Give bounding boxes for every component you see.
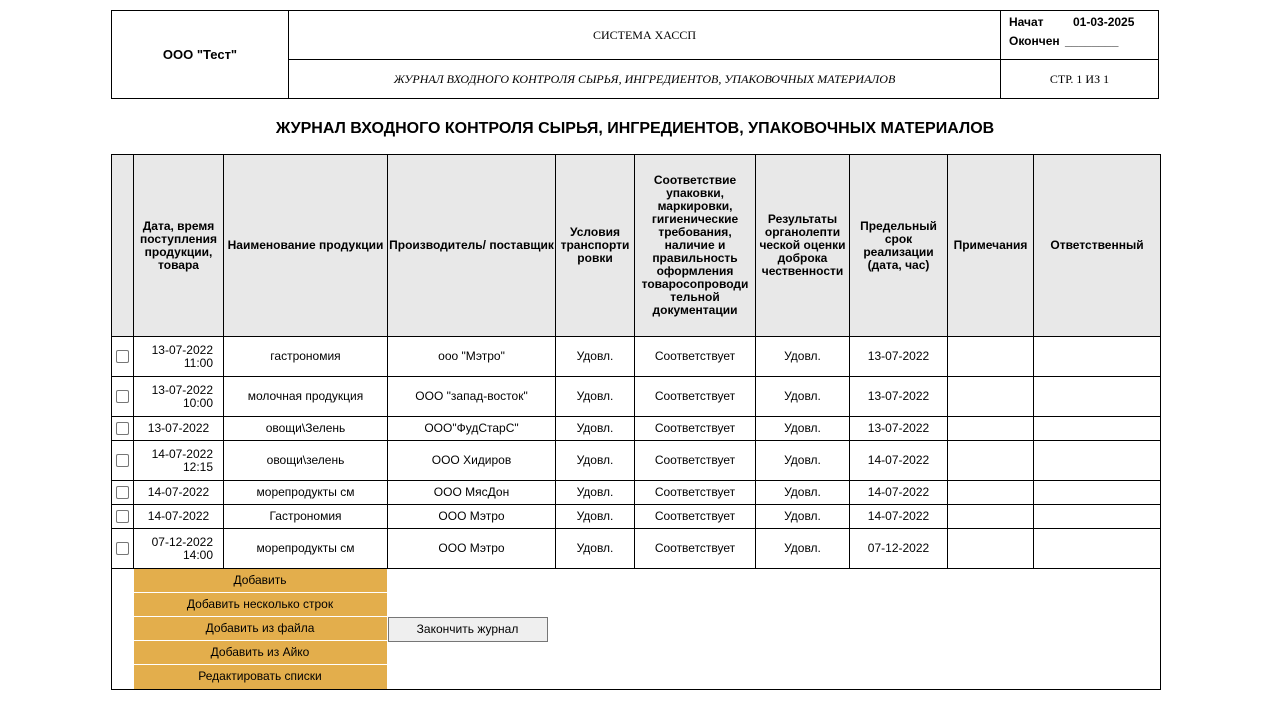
cell-compliance[interactable]: Соответствует — [635, 417, 756, 441]
table-row[interactable] — [112, 481, 1161, 505]
cell-product[interactable]: гастрономия — [224, 337, 388, 377]
end-date: ________ — [1065, 34, 1119, 48]
finish-area — [388, 569, 1161, 690]
table-row[interactable] — [112, 441, 1161, 481]
row-select-cell — [112, 481, 134, 505]
cell-organoleptic[interactable]: Удовл. — [756, 505, 850, 529]
cell-expiry[interactable]: 14-07-2022 — [850, 441, 948, 481]
row-checkbox[interactable] — [116, 454, 129, 467]
cell-supplier[interactable]: ООО Мэтро — [388, 529, 556, 569]
cell-transport[interactable]: Удовл. — [556, 337, 635, 377]
cell-responsible[interactable] — [1034, 377, 1161, 417]
cell-transport[interactable]: Удовл. — [556, 481, 635, 505]
cell-transport[interactable]: Удовл. — [556, 377, 635, 417]
cell-expiry[interactable]: 13-07-2022 — [850, 417, 948, 441]
cell-compliance[interactable]: Соответствует — [635, 337, 756, 377]
cell-compliance[interactable]: Соответствует — [635, 505, 756, 529]
cell-expiry[interactable]: 14-07-2022 — [850, 481, 948, 505]
cell-compliance[interactable]: Соответствует — [635, 377, 756, 417]
cell-notes[interactable] — [948, 441, 1034, 481]
cell-date[interactable]: 13-07-2022 11:00 — [134, 337, 224, 377]
actions-spacer — [112, 569, 134, 690]
cell-product[interactable]: морепродукты см — [224, 481, 388, 505]
cell-notes[interactable] — [948, 529, 1034, 569]
system-name: СИСТЕМА ХАССП — [289, 11, 1001, 60]
cell-compliance[interactable]: Соответствует — [635, 481, 756, 505]
column-header-supplier: Производитель/ поставщик — [388, 155, 556, 337]
column-header-responsible: Ответственный — [1034, 155, 1161, 337]
start-label: Начат — [1009, 15, 1044, 29]
action-buttons — [134, 569, 388, 690]
actions-row — [112, 569, 1161, 690]
table-row[interactable] — [112, 505, 1161, 529]
add-from-file-button[interactable]: Добавить из файла — [134, 617, 387, 641]
finish-journal-button[interactable]: Закончить журнал — [388, 617, 548, 642]
cell-notes[interactable] — [948, 505, 1034, 529]
cell-transport[interactable]: Удовл. — [556, 441, 635, 481]
cell-organoleptic[interactable]: Удовл. — [756, 417, 850, 441]
table-row[interactable] — [112, 417, 1161, 441]
row-checkbox[interactable] — [116, 510, 129, 523]
cell-date[interactable]: 13-07-2022 — [134, 417, 224, 441]
row-checkbox[interactable] — [116, 350, 129, 363]
cell-transport[interactable]: Удовл. — [556, 417, 635, 441]
organization-name: ООО "Тест" — [112, 11, 289, 99]
cell-supplier[interactable]: ООО Мэтро — [388, 505, 556, 529]
table-header-row — [112, 155, 1161, 337]
cell-responsible[interactable] — [1034, 441, 1161, 481]
cell-expiry[interactable]: 07-12-2022 — [850, 529, 948, 569]
cell-responsible[interactable] — [1034, 529, 1161, 569]
cell-expiry[interactable]: 13-07-2022 — [850, 377, 948, 417]
journal-name: ЖУРНАЛ ВХОДНОГО КОНТРОЛЯ СЫРЬЯ, ИНГРЕДИЕНТОВ, УПАКОВОЧНЫХ МАТЕРИАЛОВ — [289, 60, 1001, 99]
add-from-iiko-button[interactable]: Добавить из Айко — [134, 641, 387, 665]
column-header-notes: Примечания — [948, 155, 1034, 337]
column-header-expiry: Предельный срок реализации (дата, час) — [850, 155, 948, 337]
table-row[interactable] — [112, 337, 1161, 377]
cell-product[interactable]: овощи\зелень — [224, 441, 388, 481]
cell-organoleptic[interactable]: Удовл. — [756, 481, 850, 505]
cell-organoleptic[interactable]: Удовл. — [756, 337, 850, 377]
row-checkbox[interactable] — [116, 422, 129, 435]
cell-organoleptic[interactable]: Удовл. — [756, 377, 850, 417]
row-select-cell — [112, 441, 134, 481]
cell-notes[interactable] — [948, 377, 1034, 417]
cell-transport[interactable]: Удовл. — [556, 529, 635, 569]
cell-notes[interactable] — [948, 481, 1034, 505]
end-label: Окончен — [1009, 34, 1060, 48]
column-header-date: Дата, время поступления продукции, товара — [134, 155, 224, 337]
cell-product[interactable]: молочная продукция — [224, 377, 388, 417]
row-checkbox[interactable] — [116, 390, 129, 403]
page-number: СТР. 1 ИЗ 1 — [1001, 60, 1159, 99]
cell-responsible[interactable] — [1034, 417, 1161, 441]
cell-supplier[interactable]: ООО "запад-восток" — [388, 377, 556, 417]
column-header-compliance: Соответствие упаковки, маркировки, гигиенические требования, наличие и правильность оформления товаросопроводи тельной документации — [635, 155, 756, 337]
cell-supplier[interactable]: ООО"ФудСтарС" — [388, 417, 556, 441]
table-row[interactable] — [112, 529, 1161, 569]
cell-compliance[interactable]: Соответствует — [635, 441, 756, 481]
table-row[interactable] — [112, 377, 1161, 417]
edit-lists-button[interactable]: Редактировать списки — [134, 665, 387, 689]
cell-responsible[interactable] — [1034, 337, 1161, 377]
cell-expiry[interactable]: 13-07-2022 — [850, 337, 948, 377]
row-select-cell — [112, 529, 134, 569]
cell-supplier[interactable]: ООО Хидиров — [388, 441, 556, 481]
cell-responsible[interactable] — [1034, 505, 1161, 529]
cell-date[interactable]: 14-07-2022 — [134, 481, 224, 505]
cell-date[interactable]: 07-12-2022 14:00 — [134, 529, 224, 569]
cell-responsible[interactable] — [1034, 481, 1161, 505]
row-checkbox[interactable] — [116, 542, 129, 555]
column-header-transport: Условия транспорти ровки — [556, 155, 635, 337]
cell-product[interactable]: Гастрономия — [224, 505, 388, 529]
page-title: ЖУРНАЛ ВХОДНОГО КОНТРОЛЯ СЫРЬЯ, ИНГРЕДИЕНТОВ, УПАКОВОЧНЫХ МАТЕРИАЛОВ — [275, 120, 995, 137]
journal-dates — [1001, 11, 1159, 60]
cell-notes[interactable] — [948, 337, 1034, 377]
cell-product[interactable]: овощи\Зелень — [224, 417, 388, 441]
cell-date[interactable]: 14-07-2022 12:15 — [134, 441, 224, 481]
journal-table — [111, 154, 1161, 690]
column-header-product: Наименование продукции — [224, 155, 388, 337]
add-multiple-rows-button[interactable]: Добавить несколько строк — [134, 593, 387, 617]
cell-supplier[interactable]: ооо "Мэтро" — [388, 337, 556, 377]
row-select-cell — [112, 417, 134, 441]
cell-date[interactable]: 14-07-2022 — [134, 505, 224, 529]
cell-product[interactable]: морепродукты см — [224, 529, 388, 569]
add-button[interactable]: Добавить — [134, 569, 387, 593]
row-select-cell — [112, 377, 134, 417]
cell-date[interactable]: 13-07-2022 10:00 — [134, 377, 224, 417]
row-select-cell — [112, 505, 134, 529]
cell-organoleptic[interactable]: Удовл. — [756, 529, 850, 569]
cell-notes[interactable] — [948, 417, 1034, 441]
action-button-stack — [134, 569, 387, 689]
cell-supplier[interactable]: ООО МясДон — [388, 481, 556, 505]
cell-transport[interactable]: Удовл. — [556, 505, 635, 529]
journal-header — [111, 10, 1159, 99]
cell-compliance[interactable]: Соответствует — [635, 529, 756, 569]
cell-expiry[interactable]: 14-07-2022 — [850, 505, 948, 529]
start-date: 01-03-2025 — [1073, 15, 1135, 29]
row-select-cell — [112, 337, 134, 377]
row-checkbox[interactable] — [116, 486, 129, 499]
column-header-organoleptic: Результаты органолепти ческой оценки доброка чественности — [756, 155, 850, 337]
select-column-header — [112, 155, 134, 337]
cell-organoleptic[interactable]: Удовл. — [756, 441, 850, 481]
